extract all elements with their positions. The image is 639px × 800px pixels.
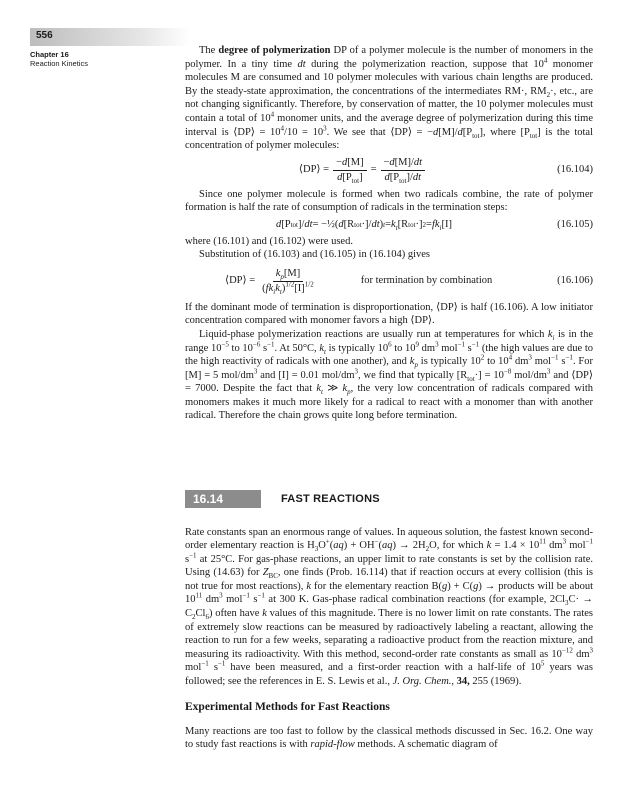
- equation-number: (16.105): [557, 218, 593, 230]
- paragraph: Liquid-phase polymerization reactions are usually run at temperatures for which $k_i$ is in the range $10^{-5}$ to $10^{-6}$ $s^{-1}$. At 50°C, $k_t$ is typically $10^6$ to $10^9$ $dm^3$ mol$^{-1}$ $s^{-1}$ (the high values are due to the high reactivity of radicals with one another), and $k_p$ is typically $10^2$ to $10^4$ $dm^3$ mol$^{-1}$ $s^{-1}$. For [M] = 5 mol/$dm^3$ and [I] = 0.01 mol/$dm^3$, we find that typically $[R_{tot}\cdot] = 10^{-8}$ mol/$dm^3$ and ⟨DP⟩ = 7000. Despite the fact that $k_t$ ≫ $k_p$, the very low concentration of radicals compared with monomers makes it much more likely for a radical to react with a monomer than with another radical. Therefore the chain grows quite long before termination.: [185, 328, 594, 422]
- paragraph: If the dominant mode of termination is disproportionation, ⟨DP⟩ is half (16.106). A low initiator concentration compared with monomer favors a high ⟨DP⟩.: [185, 301, 593, 327]
- section-number: 16.14: [185, 490, 261, 508]
- paragraph: Rate constants span an enormous range of values. In aqueous solution, the fastest known second-order elementary reaction is $H_3O^+(aq) + OH^-(aq) \to 2H_2O$, for which $k = 1.4 \times 10^{11}$ $dm^3$ mol$^{-1}$ $s^{-1}$ at 25°C. For gas-phase reactions, an upper limit to rate constants is set by the collision rate. Using (14.63) for $Z_{BC}$, one finds (Prob. 16.114) that if reaction occurs at every collision (this is not true for most reactions), k for the elementary reaction B(g) + C(g) → products will be about $10^{11}$ $dm^3$ mol$^{-1}$ $s^{-1}$ at 300 K. Gas-phase radical combination reactions (for example, $2Cl_3C\cdot \to C_2Cl_6$) often have k values of this magnitude. There is no lower limit on rate constants. The rates of extremely slow reactions can be measured by radioactively labeling a reactant, allowing the reaction to run for a few weeks, separating a radioactive product from the reaction mixture, and measuring its radioactivity. With this method, second-order rate constants as small as $10^{-12}$ $dm^3$ mol$^{-1}$ $s^{-1}$ have been measured, and a first-order reaction with a half-life of $10^5$ years was followed; see the references in E. S. Lewis et al., J. Org. Chem., 34, 255 (1969).: [185, 526, 593, 688]
- equation-16-105: d [P tot ]/ dt = −½( d [R tot ·]/ dt ) t = $k_t$ [R tot ·] 2 = $fk_i$ [I] (16.105): [276, 218, 593, 233]
- chapter-label: Chapter 16: [30, 50, 69, 59]
- page-number-bar: [30, 28, 190, 46]
- running-head: [30, 50, 88, 68]
- subheading: Experimental Methods for Fast Reactions: [185, 700, 390, 713]
- equation-number: (16.106): [557, 275, 593, 287]
- page-number: 556: [36, 30, 53, 41]
- equation-number: (16.104): [557, 164, 593, 176]
- equation-note: for termination by combination: [360, 275, 493, 287]
- paragraph: Many reactions are too fast to follow by the classical methods discussed in Sec. 16.2. One way to study fast reactions is with rapid-flow methods. A schematic diagram of: [185, 725, 593, 751]
- equation-16-106: ⟨DP⟩ = $\frac{k_p[M]}{(fk_ik_t)^{1/2}[I]^{1/2}}$ for termination by combination (16.106): [225, 267, 593, 296]
- paragraph: where (16.101) and (16.102) were used.: [185, 235, 353, 247]
- section-title: FAST REACTIONS: [281, 493, 380, 505]
- paragraph: The degree of polymerization DP of a polymer molecule is the number of monomers in the polymer. In a tiny time dt during the polymerization reaction, suppose that $10^4$ monomer molecules M are consumed and 10 polymer molecules with various chain lengths are produced. By the steady-state approximation, the concentrations of the intermediates RM·, $RM_2\cdot$, etc., are not changing significantly. Therefore, by conservation of matter, the 10 polymer molecules must contain a total of $10^4$ monomer units, and the average degree of polymerization during this time interval is ⟨DP⟩ = $10^4/10 = 10^3$. We see that ⟨DP⟩ = $-d[M]/d[P_{tot}]$, where $[P_{tot}]$ is the total concentration of polymer molecules:: [185, 45, 594, 152]
- equation-16-104: ⟨DP⟩ = $\frac{-d[M]}{d[P_{tot}]}$ = $\frac{-d[M]/dt}{d[P_{tot}]/dt}$ (16.104): [298, 156, 593, 185]
- body-text-bottom: [185, 515, 593, 762]
- body-text-top: [185, 44, 593, 423]
- chapter-title: Reaction Kinetics: [30, 59, 88, 68]
- paragraph: Substitution of (16.103) and (16.105) in (16.104) gives: [199, 249, 430, 261]
- paragraph: Since one polymer molecule is formed when two radicals combine, the rate of polymer formation is half the rate of consumption of radicals in the termination steps:: [185, 188, 593, 214]
- section-heading: [185, 490, 593, 508]
